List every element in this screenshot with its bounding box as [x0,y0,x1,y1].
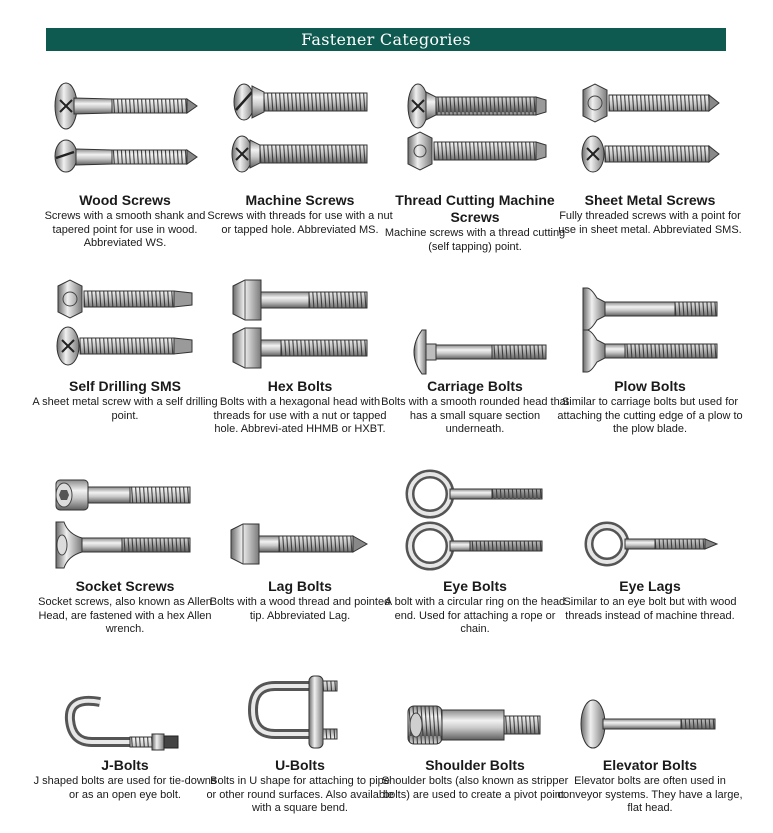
category-title: Sheet Metal Screws [584,192,716,208]
category-description: Bolts with a hexagonal head with threads for use with a nut or tapped hole. Abbrevi-ated HHMB or HXBT. [213,396,387,436]
page-title: Fastener Categories [46,28,726,51]
self-drilling-screw-icon [30,278,220,378]
category-title: Eye Lags [619,578,681,594]
thread-cutting-screw-icon [380,78,570,188]
category-title: Socket Screws [75,578,175,594]
category-description: Socket screws, also known as Allen Head, are fastened with a hex Allen wrench. [38,596,212,636]
category-title: Self Drilling SMS [68,378,181,394]
category-wood-screws [30,78,220,250]
category-u-bolts [205,668,395,815]
elevator-bolt-icon [555,668,745,758]
category-title: J-Bolts [101,757,149,773]
category-title: Plow Bolts [614,378,686,394]
category-description: Screws with threads for use with a nut or tapped hole. Abbreviated MS. [207,210,393,236]
category-description: J shaped bolts are used for tie-downs or as an open eye bolt. [33,775,217,801]
category-machine-screws [205,78,395,236]
eye-bolt-icon [380,466,570,576]
socket-screw-icon [30,466,220,576]
category-eye-lags [555,466,745,622]
category-j-bolts [30,668,220,801]
category-lag-bolts [205,466,395,622]
category-self-drilling-sms [30,278,220,422]
category-shoulder-bolts [380,668,570,801]
category-socket-screws [30,466,220,636]
category-description: Bolts with a smooth rounded head that has a small square section underneath. [381,396,569,436]
category-elevator-bolts [555,668,745,815]
machine-screw-icon [205,78,395,188]
category-description: Bolts in U shape for attaching to pipe or other round surfaces. Also available with a square bend. [206,775,394,815]
category-title: Carriage Bolts [427,378,523,394]
category-title: Thread Cutting Machine Screws [395,192,555,225]
category-plow-bolts [555,278,745,436]
category-title: Elevator Bolts [602,757,698,773]
category-title: U-Bolts [275,757,325,773]
sheet-metal-screw-icon [555,78,745,188]
category-title: Wood Screws [79,192,171,208]
category-description: Machine screws with a thread cutting (self tapping) point. [384,227,566,253]
category-title: Machine Screws [245,192,355,208]
category-hex-bolts [205,278,395,436]
category-description: A bolt with a circular ring on the head end. Used for attaching a rope or chain. [384,596,566,636]
u-bolt-icon [205,668,395,758]
shoulder-bolt-icon [380,668,570,758]
category-title: Shoulder Bolts [425,757,525,773]
category-description: Shoulder bolts (also known as stripper bolts) are used to create a pivot point. [381,775,569,801]
category-thread-cutting-machine-screws [380,78,570,253]
category-description: Fully threaded screws with a point for use in sheet metal. Abbreviated SMS. [558,210,742,236]
category-description: Bolts with a wood thread and pointed tip. Abbreviated Lag. [209,596,391,622]
wood-screw-icon [30,78,220,188]
category-description: Screws with a smooth shank and tapered point for use in wood. Abbreviated WS. [44,210,206,250]
category-title: Lag Bolts [268,578,332,594]
lag-bolt-icon [205,466,395,576]
category-sheet-metal-screws [555,78,745,236]
category-carriage-bolts [380,278,570,436]
category-description: Similar to an eye bolt but with wood threads instead of machine thread. [563,596,737,622]
j-bolt-icon [30,668,220,758]
category-description: Elevator bolts are often used in conveyor systems. They have a large, flat head. [557,775,743,815]
category-title: Eye Bolts [443,578,507,594]
category-eye-bolts [380,466,570,636]
category-title: Hex Bolts [267,378,333,394]
category-description: Similar to carriage bolts but used for attaching the cutting edge of a plow to the plow blade. [557,396,743,436]
carriage-bolt-icon [380,278,570,378]
category-description: A sheet metal screw with a self drilling point. [32,396,218,422]
plow-bolt-icon [555,278,745,378]
hex-bolt-icon [205,278,395,378]
eye-lag-icon [555,466,745,576]
